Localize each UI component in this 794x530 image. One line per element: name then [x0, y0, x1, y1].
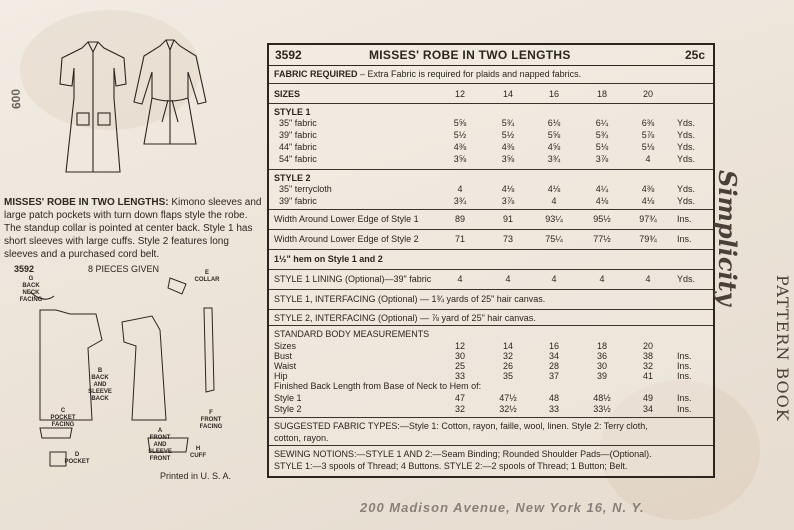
- back-length-row-unit: Ins.: [677, 393, 692, 403]
- width-style2-cell: 71: [454, 234, 465, 244]
- piece-c-shape: [40, 428, 72, 438]
- width-style1-cell: 91: [502, 214, 513, 224]
- body-row-cell: 28: [548, 361, 559, 371]
- width-style2-cell: 77½: [593, 234, 611, 244]
- style2-robe-sketch: [134, 40, 206, 144]
- body-row-cell: 30: [454, 351, 465, 361]
- divider: [269, 103, 713, 104]
- back-length-row-cell: 33½: [593, 404, 611, 414]
- suggested-fabrics-line2: cotton, rayon.: [274, 433, 329, 443]
- back-length-row-cell: 32: [454, 404, 465, 414]
- style2-row-label: 35" terrycloth: [279, 184, 332, 194]
- style1-row-label: 35" fabric: [279, 118, 317, 128]
- style1-row-cell: 6⅛: [547, 118, 561, 128]
- style2-row-cell: 4⅛: [595, 196, 609, 206]
- divider: [269, 249, 713, 250]
- back-length-row-cell: 48½: [593, 393, 611, 403]
- piece-label-a: A FRONT AND SLEEVE FRONT: [148, 428, 172, 462]
- body-row-cell: 12: [454, 341, 465, 351]
- piece-e-shape: [168, 278, 186, 294]
- width-style1-cell: 95½: [593, 214, 611, 224]
- back-length-row-label: Style 2: [274, 404, 302, 414]
- width-style2-label: Width Around Lower Edge of Style 2: [274, 234, 419, 244]
- width-style1-label: Width Around Lower Edge of Style 1: [274, 214, 419, 224]
- fabric-required: FABRIC REQUIRED – Extra Fabric is required for plaids and napped fabrics.: [274, 69, 582, 79]
- lining-cell: 4: [457, 274, 463, 284]
- style1-row-cell: 3⅝: [453, 154, 467, 164]
- piece-label-f: F FRONT FACING: [199, 410, 223, 430]
- back-length-row-cell: 47½: [499, 393, 517, 403]
- body-row-cell: 34: [548, 351, 559, 361]
- body-row-label: Bust: [274, 351, 293, 361]
- style1-row-unit: Yds.: [677, 142, 696, 152]
- style2-row-unit: Yds.: [677, 184, 696, 194]
- body-row-unit: Ins.: [677, 371, 692, 381]
- piece-label-d: D POCKET: [64, 452, 90, 465]
- style1-row-cell: 3¾: [547, 154, 561, 164]
- width-style2-cell: 73: [502, 234, 513, 244]
- side-brand: Simplicity: [713, 170, 742, 306]
- divider: [269, 309, 713, 310]
- piece-label-e: E COLLAR: [194, 270, 220, 283]
- style1-robe-sketch: [60, 42, 126, 172]
- back-length-row-cell: 33: [548, 404, 559, 414]
- body-row-unit: Ins.: [677, 361, 692, 371]
- hem-note: 1½" hem on Style 1 and 2: [274, 254, 383, 264]
- style1-row-cell: 3⅞: [595, 154, 609, 164]
- style2-row-cell: 4⅜: [641, 184, 655, 194]
- body-row-cell: 38: [642, 351, 653, 361]
- divider: [269, 209, 713, 210]
- size-header: 16: [548, 89, 559, 99]
- style1-row-unit: Yds.: [677, 118, 696, 128]
- pieces-pattern-number: 3592: [14, 264, 35, 274]
- description-heading: MISSES' ROBE IN TWO LENGTHS:: [4, 197, 169, 208]
- piece-f-shape: [204, 308, 214, 392]
- style1-row-cell: 5½: [453, 130, 467, 140]
- body-row-cell: 20: [642, 341, 653, 351]
- lining-cell: 4: [505, 274, 511, 284]
- style1-row-unit: Yds.: [677, 130, 696, 140]
- body-row-cell: 32: [502, 351, 513, 361]
- body-row-cell: 33: [454, 371, 465, 381]
- style1-row-cell: 5⅞: [641, 130, 655, 140]
- style1-row-cell: 4⅝: [547, 142, 561, 152]
- description-text: Kimono sleeves and large patch pockets with turn down flaps style the robe. The standup collar is pointed at center back. Style 1 has short sleeves with large cuffs. Style 2 features long sleeves and a purchased cord belt.: [4, 197, 262, 260]
- interfacing-style1: STYLE 1, INTERFACING (Optional) — 1¾ yards of 25" hair canvas.: [274, 294, 546, 304]
- style1-row-cell: 6⅜: [641, 118, 655, 128]
- sizes-label: SIZES: [274, 89, 301, 99]
- divider: [269, 289, 713, 290]
- style1-row-label: 39" fabric: [279, 130, 317, 140]
- style1-row-unit: Yds.: [677, 154, 696, 164]
- suggested-fabrics-line1: SUGGESTED FABRIC TYPES:—Style 1: Cotton, rayon, faille, wool, linen. Style 2: Terry cloth,: [274, 421, 648, 431]
- width-style1-cell: 89: [454, 214, 465, 224]
- style1-row-cell: 5⅛: [595, 142, 609, 152]
- body-row-cell: 41: [642, 371, 653, 381]
- style1-label: STYLE 1: [274, 107, 311, 117]
- pattern-number: 3592: [275, 48, 302, 62]
- style1-row-cell: 5⅝: [453, 118, 467, 128]
- body-row-label: Sizes: [274, 341, 297, 351]
- body-row-unit: Ins.: [677, 351, 692, 361]
- interfacing-style2: STYLE 2, INTERFACING (Optional) — ⅞ yard of 25" hair canvas.: [274, 313, 536, 323]
- body-row-cell: 14: [502, 341, 513, 351]
- body-row-cell: 36: [596, 351, 607, 361]
- width-style2-unit: Ins.: [677, 234, 692, 244]
- style2-row-cell: 4⅛: [547, 184, 561, 194]
- back-length-row-cell: 34: [642, 404, 653, 414]
- style2-row-label: 39" fabric: [279, 196, 317, 206]
- back-length-row-cell: 49: [642, 393, 653, 403]
- piece-b-shape: [40, 310, 102, 420]
- body-row-cell: 39: [596, 371, 607, 381]
- piece-label-g: G BACK NECK FACING: [19, 276, 43, 303]
- width-style2-cell: 79¾: [639, 234, 657, 244]
- width-style1-cell: 97¾: [639, 214, 657, 224]
- divider: [269, 83, 713, 84]
- lining-label: STYLE 1 LINING (Optional)—39" fabric: [274, 274, 432, 284]
- style1-row-cell: 3⅝: [501, 154, 515, 164]
- width-style1-cell: 93¼: [545, 214, 563, 224]
- left-panel: [0, 0, 265, 530]
- body-row-cell: 25: [454, 361, 465, 371]
- body-row-label: Hip: [274, 371, 288, 381]
- body-row-cell: 18: [596, 341, 607, 351]
- description: [4, 196, 262, 261]
- sewing-notions-line2: STYLE 1:—3 spools of Thread; 4 Buttons. STYLE 2:—2 spools of Thread; 1 Button; Belt.: [274, 461, 628, 471]
- style2-row-cell: 3¾: [453, 196, 467, 206]
- style1-row-cell: 5¾: [501, 118, 515, 128]
- style1-row-cell: 4: [645, 154, 651, 164]
- style2-row-cell: 3⅞: [501, 196, 515, 206]
- divider: [269, 445, 713, 446]
- body-row-cell: 30: [596, 361, 607, 371]
- body-row-cell: 16: [548, 341, 559, 351]
- box-title-row: [269, 45, 713, 66]
- divider: [269, 269, 713, 270]
- divider: [269, 229, 713, 230]
- style1-row-label: 54" fabric: [279, 154, 317, 164]
- printed-in-usa: Printed in U. S. A.: [160, 471, 232, 481]
- pieces-given: 8 PIECES GIVEN: [88, 264, 160, 274]
- style1-row-cell: 5⅝: [547, 130, 561, 140]
- width-style1-unit: Ins.: [677, 214, 692, 224]
- body-row-cell: 35: [502, 371, 513, 381]
- size-header: 18: [596, 89, 607, 99]
- back-length-row-cell: 32½: [499, 404, 517, 414]
- style2-row-cell: 4⅛: [641, 196, 655, 206]
- style1-row-cell: 6¼: [595, 118, 609, 128]
- width-style2-cell: 75¼: [545, 234, 563, 244]
- back-length-row-cell: 47: [454, 393, 465, 403]
- style1-row-cell: 5½: [501, 130, 515, 140]
- lining-cell: 4: [551, 274, 557, 284]
- lining-unit: Yds.: [677, 274, 696, 284]
- side-brand-pattern-book: PATTERN BOOK: [773, 275, 792, 422]
- body-row-cell: 32: [642, 361, 653, 371]
- piece-label-h: H CUFF: [190, 446, 206, 459]
- price: 25c: [684, 48, 705, 62]
- style2-row-cell: 4: [457, 184, 463, 194]
- body-measurements-label: STANDARD BODY MEASUREMENTS: [274, 329, 430, 339]
- body-row-cell: 26: [502, 361, 513, 371]
- bottom-address: 200 Madison Avenue, New York 16, N. Y.: [360, 500, 645, 515]
- body-row-label: Waist: [274, 361, 297, 371]
- piece-a-shape: [122, 316, 166, 420]
- style1-row-cell: 5⅛: [641, 142, 655, 152]
- divider: [269, 417, 713, 418]
- back-length-row-unit: Ins.: [677, 404, 692, 414]
- body-row-cell: 37: [548, 371, 559, 381]
- piece-label-c: C POCKET FACING: [50, 408, 76, 428]
- size-header: 14: [502, 89, 513, 99]
- robe-sketches: [52, 38, 212, 188]
- lining-cell: 4: [599, 274, 605, 284]
- divider: [269, 325, 713, 326]
- fabric-requirements-box: [267, 43, 715, 478]
- style2-row-cell: 4¼: [595, 184, 609, 194]
- lining-cell: 4: [645, 274, 651, 284]
- style1-row-cell: 4⅜: [501, 142, 515, 152]
- back-length-row-cell: 48: [548, 393, 559, 403]
- back-length-label: Finished Back Length from Base of Neck to Hem of:: [274, 381, 482, 391]
- pattern-title: MISSES' ROBE IN TWO LENGTHS: [369, 48, 571, 62]
- style2-row-cell: 4⅛: [501, 184, 515, 194]
- back-length-row-label: Style 1: [274, 393, 302, 403]
- style1-row-cell: 4⅜: [453, 142, 467, 152]
- style1-row-cell: 5¾: [595, 130, 609, 140]
- size-header: 12: [454, 89, 465, 99]
- style2-row-unit: Yds.: [677, 196, 696, 206]
- style1-row-label: 44" fabric: [279, 142, 317, 152]
- style2-row-cell: 4: [551, 196, 557, 206]
- divider: [269, 169, 713, 170]
- sewing-notions-line1: SEWING NOTIONS:—STYLE 1 AND 2:—Seam Binding; Rounded Shoulder Pads—(Optional).: [274, 449, 652, 459]
- style2-label: STYLE 2: [274, 173, 311, 183]
- size-header: 20: [642, 89, 653, 99]
- size-stamp: 600: [8, 88, 24, 110]
- piece-label-b: B BACK AND SLEEVE BACK: [88, 368, 112, 402]
